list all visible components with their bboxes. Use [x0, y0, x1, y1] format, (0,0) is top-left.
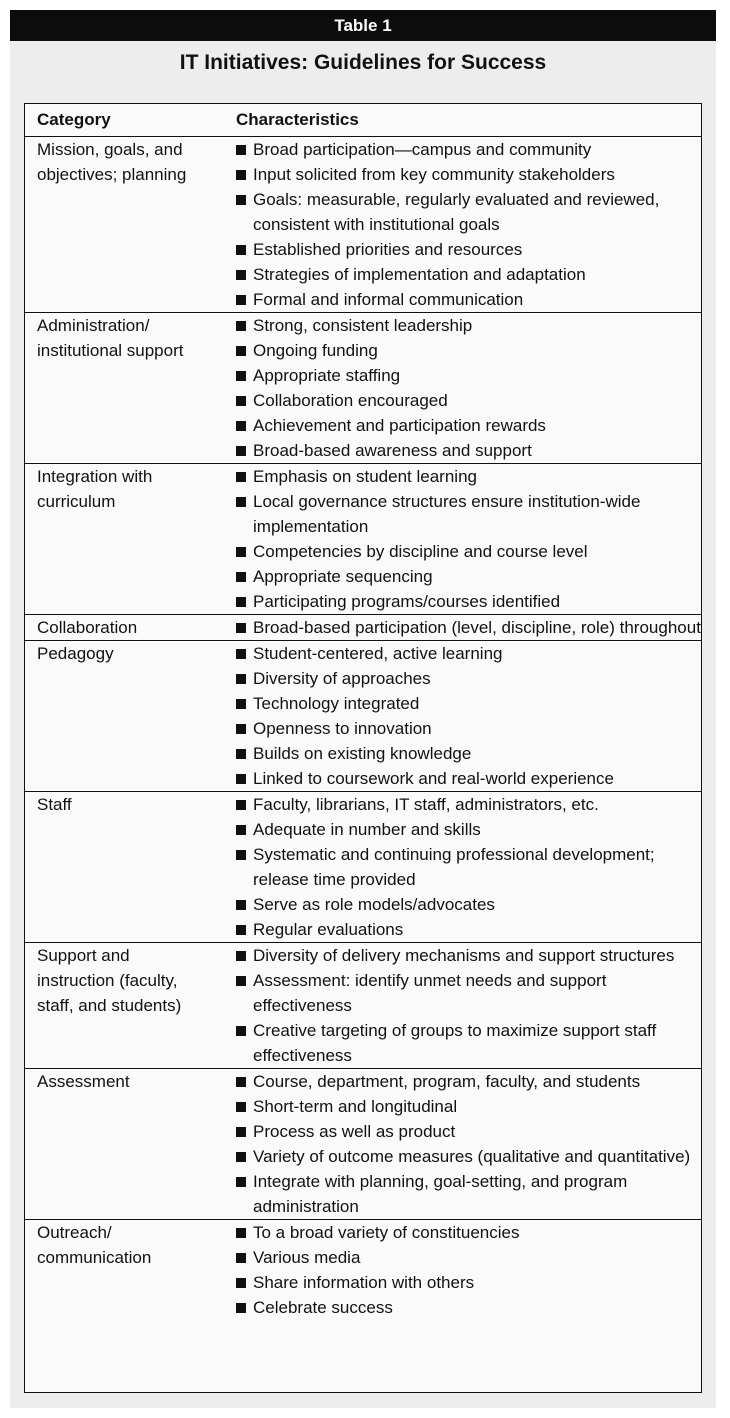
table-panel — [10, 10, 716, 1408]
characteristic-item — [236, 564, 701, 589]
table-header-row — [25, 104, 701, 137]
table-row — [25, 792, 701, 943]
characteristic-item — [236, 1144, 701, 1169]
square-bullet-icon — [236, 195, 246, 205]
table-row — [25, 641, 701, 792]
characteristic-item — [236, 741, 701, 766]
characteristic-text: Local governance structures ensure institution-wide implementation — [253, 492, 641, 536]
square-bullet-icon — [236, 800, 246, 810]
characteristic-item — [236, 792, 701, 817]
characteristic-item — [236, 262, 701, 287]
square-bullet-icon — [236, 623, 246, 633]
characteristic-item — [236, 1270, 701, 1295]
square-bullet-icon — [236, 699, 246, 709]
square-bullet-icon — [236, 1228, 246, 1238]
table-title: IT Initiatives: Guidelines for Success — [179, 51, 547, 74]
characteristic-item — [236, 716, 701, 741]
characteristic-text: Course, department, program, faculty, and students — [253, 1072, 641, 1091]
characteristic-item — [236, 187, 701, 237]
characteristic-text: Process as well as product — [253, 1122, 456, 1141]
characteristic-item — [236, 1094, 701, 1119]
characteristic-text: Linked to coursework and real-world experience — [253, 769, 614, 788]
characteristic-text: Creative targeting of groups to maximize support staff effectiveness — [253, 1021, 657, 1065]
category-cell: Pedagogy — [37, 644, 114, 663]
characteristic-item — [236, 943, 701, 968]
category-cell: Integration with curriculum — [37, 467, 153, 511]
table-row — [25, 1220, 701, 1320]
characteristics-list — [236, 137, 701, 312]
characteristic-text: Faculty, librarians, IT staff, administrators, etc. — [253, 795, 599, 814]
characteristic-item — [236, 968, 701, 1018]
square-bullet-icon — [236, 1278, 246, 1288]
characteristic-item — [236, 842, 701, 892]
characteristic-text: Input solicited from key community stakeholders — [253, 165, 615, 184]
characteristic-item — [236, 1295, 701, 1320]
square-bullet-icon — [236, 497, 246, 507]
characteristic-item — [236, 162, 701, 187]
square-bullet-icon — [236, 825, 246, 835]
square-bullet-icon — [236, 170, 246, 180]
square-bullet-icon — [236, 321, 246, 331]
characteristic-text: To a broad variety of constituencies — [253, 1223, 520, 1242]
table-row — [25, 943, 701, 1069]
characteristic-item — [236, 1220, 701, 1245]
table-row — [25, 1069, 701, 1220]
square-bullet-icon — [236, 421, 246, 431]
characteristic-text: Appropriate sequencing — [253, 567, 433, 586]
characteristic-text: Various media — [253, 1248, 361, 1267]
characteristic-text: Formal and informal communication — [253, 290, 524, 309]
category-cell: Outreach/ communication — [37, 1223, 152, 1267]
characteristic-text: Ongoing funding — [253, 341, 378, 360]
square-bullet-icon — [236, 774, 246, 784]
characteristic-item — [236, 287, 701, 312]
characteristics-list — [236, 943, 701, 1068]
characteristic-text: Builds on existing knowledge — [253, 744, 472, 763]
characteristic-text: Broad-based awareness and support — [253, 441, 532, 460]
characteristic-text: Strategies of implementation and adaptation — [253, 265, 586, 284]
characteristic-item — [236, 615, 701, 640]
characteristic-item — [236, 917, 701, 942]
category-cell: Assessment — [37, 1072, 130, 1091]
characteristic-text: Adequate in number and skills — [253, 820, 481, 839]
characteristic-text: Technology integrated — [253, 694, 420, 713]
characteristic-text: Integrate with planning, goal-setting, and program administration — [253, 1172, 628, 1216]
square-bullet-icon — [236, 1253, 246, 1263]
characteristic-text: Broad-based participation (level, discipline, role) throughout — [253, 618, 701, 637]
characteristic-text: Appropriate staffing — [253, 366, 401, 385]
square-bullet-icon — [236, 674, 246, 684]
characteristic-text: Collaboration encouraged — [253, 391, 448, 410]
characteristic-text: Regular evaluations — [253, 920, 404, 939]
table-row — [25, 615, 701, 641]
characteristic-text: Achievement and participation rewards — [253, 416, 546, 435]
square-bullet-icon — [236, 1026, 246, 1036]
characteristic-text: Diversity of approaches — [253, 669, 431, 688]
characteristic-item — [236, 691, 701, 716]
characteristic-text: Share information with others — [253, 1273, 475, 1292]
characteristic-item — [236, 438, 701, 463]
square-bullet-icon — [236, 1152, 246, 1162]
characteristic-text: Student-centered, active learning — [253, 644, 503, 663]
category-cell: Collaboration — [37, 618, 138, 637]
characteristic-text: Variety of outcome measures (qualitative and quantitative) — [253, 1147, 691, 1166]
square-bullet-icon — [236, 270, 246, 280]
characteristic-text: Participating programs/courses identified — [253, 592, 561, 611]
characteristic-item — [236, 766, 701, 791]
characteristic-item — [236, 464, 701, 489]
square-bullet-icon — [236, 649, 246, 659]
table-row — [25, 137, 701, 313]
square-bullet-icon — [236, 472, 246, 482]
square-bullet-icon — [236, 1102, 246, 1112]
table-body — [25, 137, 701, 1320]
square-bullet-icon — [236, 951, 246, 961]
header-category: Category — [37, 110, 111, 129]
characteristic-text: Assessment: identify unmet needs and support effectiveness — [253, 971, 607, 1015]
characteristic-item — [236, 817, 701, 842]
characteristic-text: Goals: measurable, regularly evaluated and reviewed, consistent with institutional goals — [253, 190, 660, 234]
characteristic-item — [236, 539, 701, 564]
square-bullet-icon — [236, 295, 246, 305]
characteristic-item — [236, 892, 701, 917]
table-row — [25, 313, 701, 464]
square-bullet-icon — [236, 572, 246, 582]
square-bullet-icon — [236, 925, 246, 935]
category-cell: Staff — [37, 795, 72, 814]
square-bullet-icon — [236, 446, 246, 456]
characteristics-list — [236, 615, 701, 640]
category-cell: Support and instruction (faculty, staff, and students) — [37, 946, 182, 1015]
characteristic-item — [236, 666, 701, 691]
characteristic-item — [236, 1245, 701, 1270]
square-bullet-icon — [236, 245, 246, 255]
characteristics-list — [236, 641, 701, 791]
characteristic-text: Strong, consistent leadership — [253, 316, 473, 335]
characteristic-item — [236, 388, 701, 413]
characteristic-text: Emphasis on student learning — [253, 467, 477, 486]
square-bullet-icon — [236, 1303, 246, 1313]
characteristic-item — [236, 1018, 701, 1068]
square-bullet-icon — [236, 346, 246, 356]
characteristics-list — [236, 1220, 701, 1320]
square-bullet-icon — [236, 976, 246, 986]
characteristic-item — [236, 1119, 701, 1144]
characteristic-item — [236, 363, 701, 388]
table-label: Table 1 — [10, 10, 716, 41]
square-bullet-icon — [236, 724, 246, 734]
characteristic-text: Celebrate success — [253, 1298, 393, 1317]
characteristic-text: Short-term and longitudinal — [253, 1097, 458, 1116]
characteristic-item — [236, 489, 701, 539]
square-bullet-icon — [236, 371, 246, 381]
square-bullet-icon — [236, 1127, 246, 1137]
characteristic-item — [236, 413, 701, 438]
square-bullet-icon — [236, 749, 246, 759]
table-row — [25, 464, 701, 615]
characteristic-item — [236, 641, 701, 666]
header-characteristics: Characteristics — [236, 110, 359, 129]
characteristic-text: Broad participation—campus and community — [253, 140, 592, 159]
characteristic-text: Systematic and continuing professional development; release time provided — [253, 845, 655, 889]
characteristic-text: Established priorities and resources — [253, 240, 523, 259]
square-bullet-icon — [236, 900, 246, 910]
characteristic-item — [236, 237, 701, 262]
characteristic-text: Competencies by discipline and course level — [253, 542, 588, 561]
category-cell: Mission, goals, and objectives; planning — [37, 140, 187, 184]
characteristics-list — [236, 792, 701, 942]
guidelines-table — [24, 103, 702, 1393]
characteristic-text: Diversity of delivery mechanisms and support structures — [253, 946, 675, 965]
characteristic-text: Serve as role models/advocates — [253, 895, 495, 914]
square-bullet-icon — [236, 850, 246, 860]
characteristic-item — [236, 1069, 701, 1094]
characteristic-item — [236, 313, 701, 338]
square-bullet-icon — [236, 145, 246, 155]
square-bullet-icon — [236, 1077, 246, 1087]
characteristics-list — [236, 313, 701, 463]
category-cell: Administration/ institutional support — [37, 316, 184, 360]
characteristic-item — [236, 137, 701, 162]
characteristic-item — [236, 338, 701, 363]
characteristics-list — [236, 464, 701, 614]
square-bullet-icon — [236, 1177, 246, 1187]
characteristic-item — [236, 589, 701, 614]
square-bullet-icon — [236, 597, 246, 607]
characteristic-item — [236, 1169, 701, 1219]
characteristics-list — [236, 1069, 701, 1219]
characteristic-text: Openness to innovation — [253, 719, 432, 738]
square-bullet-icon — [236, 547, 246, 557]
square-bullet-icon — [236, 396, 246, 406]
